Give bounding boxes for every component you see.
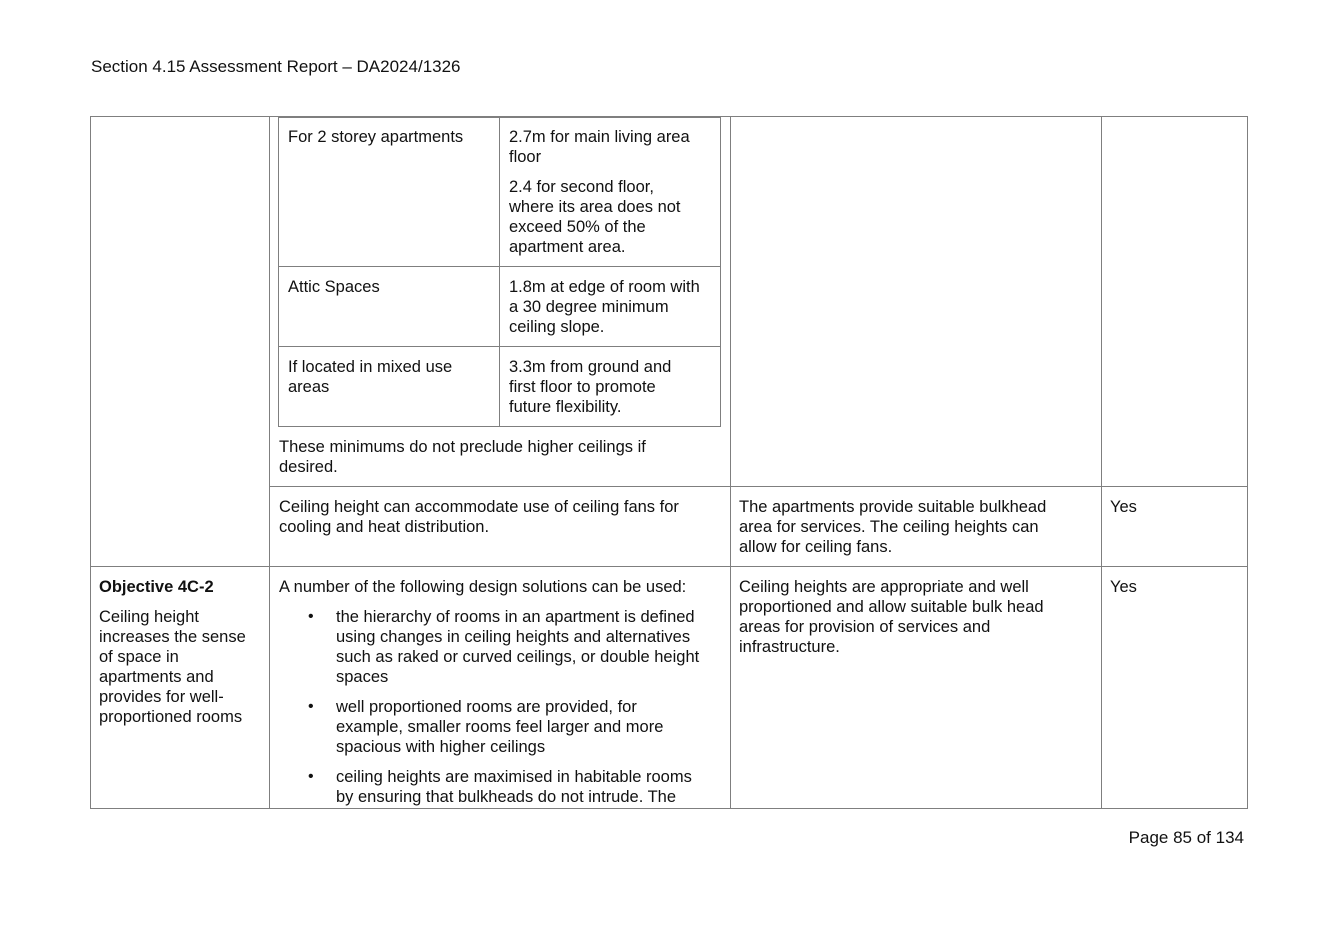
- list-item: [279, 607, 721, 687]
- ceiling-height-value: 1.8m at edge of room with a 30 degree minimum ceiling slope.: [509, 278, 700, 336]
- compliance-status: Yes: [1110, 578, 1137, 596]
- ceiling-type-label: If located in mixed use areas: [288, 358, 453, 396]
- design-solutions-intro: A number of the following design solutions can be used:: [279, 578, 687, 596]
- bullet-icon: •: [308, 698, 314, 715]
- ceiling-type-label: For 2 storey apartments: [288, 128, 464, 146]
- list-item: [279, 767, 721, 807]
- assessment-response: Ceiling heights are appropriate and well proportioned and allow suitable bulk head areas for provision of services and infrastructure.: [739, 578, 1044, 656]
- objective-description: Ceiling height increases the sense of space in apartments and provides for well- proportioned rooms: [99, 608, 246, 726]
- list-item-text: the hierarchy of rooms in an apartment is defined using changes in ceiling heights and alternatives such as raked or curved ceilings, or double height spaces: [336, 608, 700, 686]
- list-item: [279, 697, 721, 757]
- design-solutions-list: [279, 607, 721, 809]
- design-control-text: Ceiling height can accommodate use of ceiling fans for cooling and heat distribution.: [279, 498, 679, 536]
- ceiling-type-label: Attic Spaces: [288, 278, 380, 296]
- ceiling-height-value: 2.7m for main living area floor: [509, 128, 690, 166]
- objective-title: Objective 4C-2: [99, 578, 214, 596]
- list-item-text: well proportioned rooms are provided, for example, smaller rooms feel larger and more spacious with higher ceilings: [336, 698, 664, 756]
- compliance-status: Yes: [1110, 498, 1137, 516]
- bullet-icon: •: [308, 768, 314, 785]
- page-number: Page 85 of 134: [1128, 828, 1244, 847]
- ceiling-height-value: 2.4 for second floor, where its area does not exceed 50% of the apartment area.: [509, 178, 681, 256]
- page-header: Section 4.15 Assessment Report – DA2024/1326: [91, 57, 461, 76]
- list-item-text: ceiling heights are maximised in habitable rooms by ensuring that bulkheads do not intrude. The: [336, 768, 692, 806]
- minimums-note: These minimums do not preclude higher ceilings if desired.: [279, 438, 646, 476]
- ceiling-height-value: 3.3m from ground and first floor to promote future flexibility.: [509, 358, 672, 416]
- bullet-icon: •: [308, 608, 314, 625]
- assessment-response: The apartments provide suitable bulkhead area for services. The ceiling heights can allow for ceiling fans.: [739, 498, 1047, 556]
